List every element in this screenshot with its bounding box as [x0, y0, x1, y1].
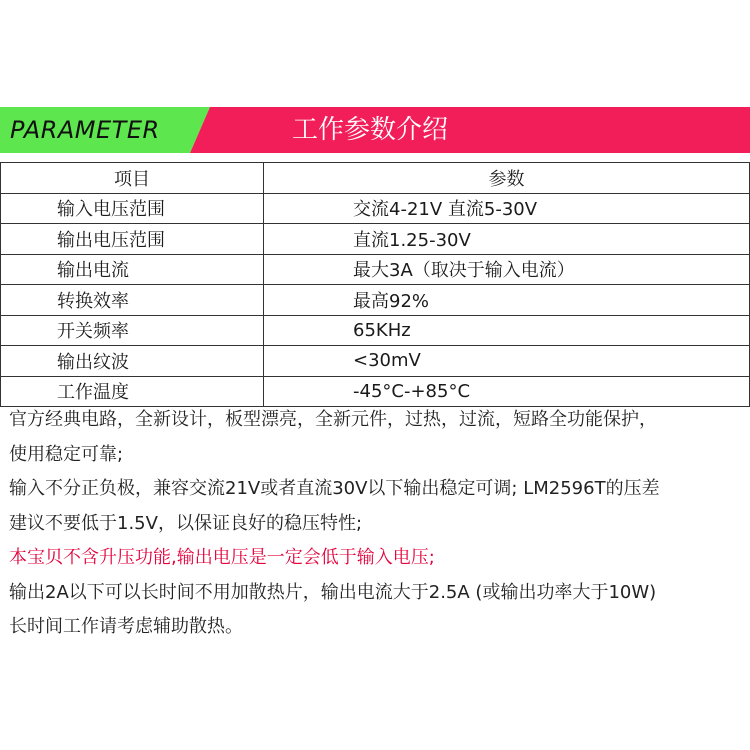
row-value: 最高92%: [264, 285, 750, 316]
banner-english-title: PARAMETER: [10, 116, 160, 144]
note-line: 官方经典电路，全新设计，板型漂亮，全新元件，过热，过流，短路全功能保护，: [9, 409, 657, 430]
note-line: 使用稳定可靠;: [9, 443, 124, 465]
table-row: [1, 346, 750, 377]
note-line: 输入不分正负极，兼容交流21V或者直流30V以下输出稳定可调; LM2596T的压差: [9, 478, 660, 499]
parameter-table: [0, 162, 750, 407]
note-line: 输出2A以下可以长时间不用加散热片，输出电流大于2.5A (或输出功率大于10W): [9, 581, 657, 603]
row-item: 输入电压范围: [1, 193, 264, 224]
table-row: [1, 224, 750, 255]
row-value: -45°C-+85°C: [264, 376, 750, 407]
description-notes: [9, 403, 749, 645]
table-row: [1, 285, 750, 316]
row-item: 输出电流: [1, 254, 264, 285]
table-row: [1, 376, 750, 407]
table-row: [1, 193, 750, 224]
row-item: 工作温度: [1, 376, 264, 407]
header-value: 参数: [264, 163, 750, 194]
row-value: 交流4-21V 直流5-30V: [264, 193, 750, 224]
warning-note-line: 本宝贝不含升压功能,输出电压是一定会低于输入电压;: [9, 547, 435, 568]
row-item: 输出电压范围: [1, 224, 264, 255]
note-line: 建议不要低于1.5V，以保证良好的稳压特性;: [9, 512, 363, 534]
banner-chinese-title: 工作参数介绍: [292, 115, 449, 145]
row-value: <30mV: [264, 346, 750, 377]
row-item: 转换效率: [1, 285, 264, 316]
table-row: [1, 315, 750, 346]
note-line: 长时间工作请考虑辅助散热。: [9, 616, 243, 637]
row-value: 直流1.25-30V: [264, 224, 750, 255]
banner-pink-block: [190, 107, 750, 153]
table-row: [1, 254, 750, 285]
header-item: 项目: [1, 163, 264, 194]
row-item: 开关频率: [1, 315, 264, 346]
row-value: 最大3A（取决于输入电流）: [264, 254, 750, 285]
row-value: 65KHz: [264, 315, 750, 346]
table-header-row: [1, 163, 750, 194]
row-item: 输出纹波: [1, 346, 264, 377]
parameter-banner: [0, 107, 750, 153]
